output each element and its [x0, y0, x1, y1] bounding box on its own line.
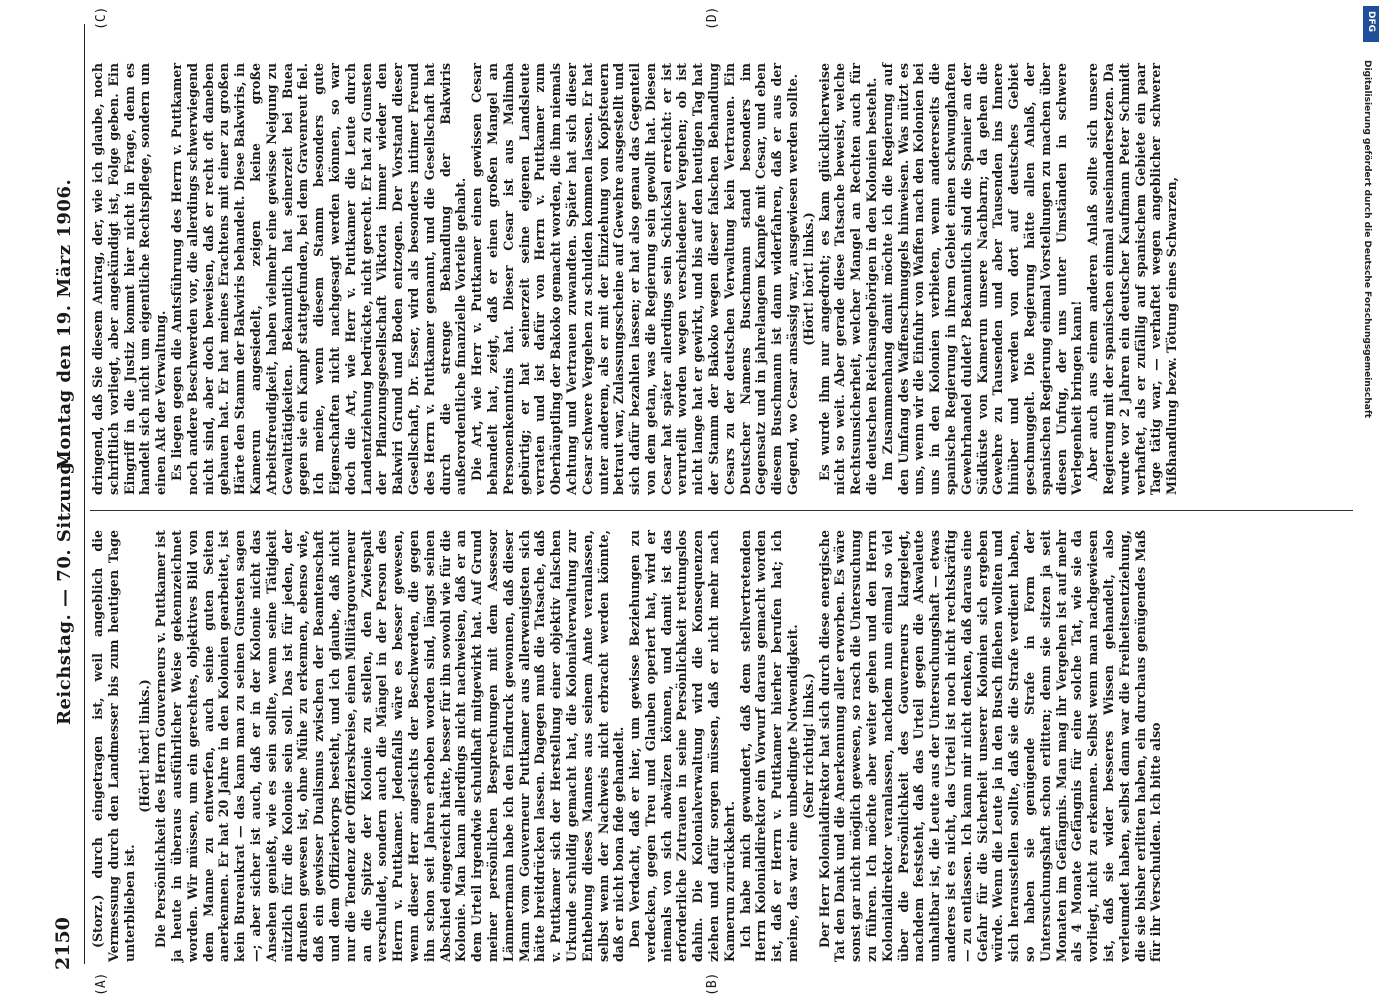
speaker-label: (Storz.)	[90, 894, 105, 948]
paragraph-text: (Hört! hört! links.)	[800, 212, 816, 346]
paragraph	[153, 530, 627, 962]
right-column	[90, 63, 1353, 495]
paragraph-text: Die Persönlichkeit des Herrn Gouverneurs v. Puttkamer ist ja heute in überaus ausführlicher Weise gekennzeichnet worden. Wir müssen, um ein gerechtes, objektives Bild von dem Manne zu entwerfen, auch seine guten Seiten anerkennen. Er hat 20 Jahre in den Kolonien gearbeitet, ist kein Bureaukrat — das kann man zu seinen Gunsten sagen —; aber sicher ist auch, daß er in der Kolonie nicht das Ansehen genießt, wie es sein sollte, wenn seine Tätigkeit nützlich für die Kolonie sein soll. Das ist für jeden, der draußen gewesen ist, ohne Mühe zu erkennen, ebenso wie, daß ein gewisser Dualismus zwischen der Beamtenschaft und dem Offizierkorps besteht, und ich glaube, daß nicht nur die Tendenz der Offizierskreise, einen Militärgouverneur an die Spitze der Kolonie zu stellen, den Zwiespalt verschuldet, sondern auch die Mängel in der Person des Herrn v. Puttkamer. Jedenfalls wäre es besser gewesen, wenn dieser Herr angesichts der Beschwerden, die gegen ihn schon seit Jahren erhoben worden sind, längst seinen Abschied eingereicht hätte, besser für ihn sowohl wie für die Kolonie. Man kann allerdings nicht nachweisen, daß er an dem Urteil irgendwie schuldhaft mitgewirkt hat. Auf Grund meiner persönlichen Besprechungen mit dem Assessor Lämmermann habe ich den Eindruck gewonnen, daß dieser Mann vom Gouverneur Puttkamer aus allerwenigsten sich hätte breitdrücken lassen. Dagegen muß die Tatsache, daß v. Puttkamer sich der Herstellung einer objektiv falschen Urkunde schuldig gemacht hat, die Kolonialverwaltung zur Enthebung dieses Mannes aus seinem Amte veranlassen, selbst wenn der Nachweis nicht erbracht werden könnte, daß er nicht bona fide gehandelt.	[153, 530, 627, 962]
paragraph	[169, 63, 469, 495]
digitization-note-text: Digitalisierung gefördert durch die Deutsche Forschungsgemeinschaft	[1362, 60, 1372, 419]
paragraph	[90, 530, 137, 962]
paragraph-text: Die Art, wie Herr v. Puttkamer einen gewissen Cesar behandelt hat, zeigt, daß er einen großen Mangel an Personenkenntnis hat. Dieser Cesar ist aus Malimba gebürtig; er hat seinerzeit seine eigenen Landsleute verraten und ist dafür von Herrn v. Puttkamer zum Oberhäuptling der Bakoko gemacht worden, die ihm niemals Achtung und Vertrauen zuwandten. Später hat sich dieser Cesar schwere Vergehen zu schulden kommen lassen. Er hat unter anderem, als er mit der Einziehung von Kopfsteuern betraut war, Zulassungsscheine auf Gewehre ausgestellt und sich dafür bezahlen lassen; er hat also genau das Gegenteil von dem getan, was die Regierung sein gewollt hat. Diesen Cesar hat später allerdings sein Schicksal erreicht: er ist verurteilt worden wegen verschiedener Vergehen; ob ist nicht lange hat er gewirkt, und bis auf den heutigen Tag hat der Stamm der Bakoko wegen dieser falschen Behandlung Cesars zu der deutschen Verwaltung kein Vertrauen. Ein Deutscher Namens Buschmann stand besonders im Gegensatz und in jahrelangem Kampfe mit Cesar, und eben diesem Buschmann ist dann widerfahren, daß er aus der Gegend, wo Cesar ansässig war, ausgewiesen werden sollte.	[469, 63, 801, 495]
paragraph	[801, 530, 817, 962]
left-column	[90, 530, 1353, 962]
running-head: Reichstag. — 70. Sitzung.	[54, 454, 75, 725]
header-rule	[84, 24, 85, 964]
margin-mark-b: (B)	[705, 972, 720, 996]
paragraph-text: Ich habe mich gewundert, daß dem stellvertretenden Herrn Kolonialdirektor ein Vorwurf daraus gemacht worden ist, daß er Herrn v. Puttkamer hierher berufen hat; ich meine, das war eine unbedingte Notwendigkeit.	[737, 530, 801, 962]
paragraph-text: (Sehr richtig! links.)	[800, 673, 816, 819]
margin-mark-c: (C)	[94, 6, 109, 30]
paragraph-text: (Hört! hört! links.)	[137, 679, 153, 813]
paragraph	[137, 530, 153, 962]
margin-mark-d: (D)	[705, 6, 720, 30]
paragraph	[817, 530, 1165, 962]
paragraph	[1085, 63, 1180, 495]
dfg-logo	[1363, 6, 1379, 42]
digitization-note	[1356, 60, 1376, 960]
paragraph	[469, 63, 801, 495]
paragraph-text: Der Herr Kolonialdirektor hat sich durch diese energische Tat den Dank und die Anerkennung aller erworben. Es wäre sonst gar nicht möglich gewesen, so rasch die Untersuchung zu führen. Ich möchte aber weiter gehen und den Herrn Kolonialdirektor veranlassen, nachdem nun einmal so viel über die Persönlichkeit des Gouverneurs klargelegt, nachdem feststeht, daß das Urteil gegen die Akwaleute unhaltbar ist, die Leute aus der Untersuchungshaft — etwas anderes ist es nicht, das Urteil ist noch nicht rechtskräftig — zu entlassen. Ich kann mir nicht denken, daß daraus eine Gefahr für die Sicherheit unserer Kolonien sich ergeben würde. Wenn die Leute ja in den Busch fliehen wollten und sich herausstellen sollte, daß sie die Strafe verdient haben, so haben sie genügende Strafe in Form der Untersuchungshaft schon erlitten; denn sie sitzen ja seit Monaten im Gefängnis. Man mag ihr Vergehen ist auf mehr als 4 Monate Gefängnis für eine solche Tat, wie sie da vorliegt, nicht zu erkennen. Selbst wenn man nachgewiesen ist, daß sie wider besseres Wissen gehandelt, also verleumdet haben, selbst dann war die Freiheitsentziehung, die sie bisher erlitten haben, ein durchaus genügendes Maß für ihr Verschulden. Ich bitte also	[816, 530, 1164, 962]
paragraph	[817, 63, 880, 495]
paragraph	[627, 530, 738, 962]
page-number: 2150	[52, 917, 74, 970]
paragraph-text: Es liegen gegen die Amtsführung des Herrn v. Puttkamer noch andere Beschwerden vor, die allerdings schwerwiegend nicht sind, aber doch beweisen, daß er recht oft daneben gehauen hat. Er hat meines Erachtens mit einer zu großen Härte den Stamm der Bakwiris behandelt. Diese Bakwiris, in Kamerun angesiedelt, zeigen keine große Arbeitsfreudigkeit, haben vielmehr eine gewisse Neigung zu Gewalttätigkeiten. Bekanntlich hat seinerzeit bei Buea gegen sie ein Kampf stattgefunden, bei dem Gravenreut fiel. Ich meine, wenn diesem Stamm besonders gute Eigenschaften nicht nachgesagt werden können, so war doch die Art, wie Herr v. Puttkamer die Leute durch Landentziehung bedrückte, nicht gerecht. Er hat zu Gunsten der Pflanzungsgesellschaft Viktoria immer wieder den Bakwiri Grund und Boden entzogen. Der Vorstand dieser Gesellschaft, Dr. Esser, wird als besonders intimer Freund des Herrn v. Puttkamer genannt, und die Gesellschaft hat durch die strenge Behandlung der Bakwiris außerordentliche finanzielle Vorteile gehabt.	[168, 63, 469, 495]
paragraph-text: dringend, daß Sie diesem Antrag, der, wie ich glaube, noch schriftlich vorliegt, aber angekündigt ist, Folge geben. Ein Eingriff in die Justiz kommt hier nicht in Frage, denn es handelt sich nicht um eigentliche Rechtspflege, sondern um einen Akt der Verwaltung.	[90, 63, 169, 495]
paragraph-text: Den Verdacht, daß er hier, um gewisse Beziehungen zu verdecken, gegen Treu und Glauben operiert hat, wird er niemals von sich abwälzen können, und damit ist das erforderliche Zutrauen in seine Persönlichkeit rettungslos dahin. Die Kolonialverwaltung wird die Konsequenzen ziehen und dafür sorgen müssen, daß er nicht mehr nach Kamerun zurückkehrt.	[627, 530, 737, 962]
session-date: Montag den 19. März 1906.	[54, 178, 75, 470]
paragraph	[880, 63, 1085, 495]
column-divider	[90, 510, 1353, 511]
paragraph	[801, 63, 817, 495]
paragraph	[90, 63, 169, 495]
paragraph-text: Aber auch aus einem anderen Anlaß sollte sich unsere Regierung mit der spanischen einmal auseinandersetzen. Da wurde vor 2 Jahren ein deutscher Kaufmann Peter Schmidt verhaftet, als er zufällig auf spanischem Gebiete ein paar Tage tätig war, — verhaftet wegen angeblicher schwerer Mißhandlung bezw. Tötung eines Schwarzen,	[1085, 63, 1180, 495]
paragraph	[738, 530, 801, 962]
paragraph-text: Im Zusammenhang damit möchte ich die Regierung auf den Umfang des Waffenschmuggels hinweisen. Was nützt es uns, wenn wir die Einfuhr von Waffen nach den Kolonien bei uns in den Kolonien verbieten, wenn andererseits die spanische Regierung in ihrem Gebiet einen schwunghaften Gewehrhandel duldet? Bekanntlich sind die Spanier an der Südküste von Kamerun unsere Nachbarn; da gehen die Gewehre zu Tausenden und aber Tausenden ins Innere hinüber und werden von dort auf deutsches Gebiet geschmuggelt. Die Regierung hätte allen Anlaß, der spanischen Regierung einmal Vorstellungen zu machen über diesen Unfug, der uns unter Umständen in schwere Verlegenheit bringen kann!	[879, 63, 1085, 495]
margin-mark-a: (A)	[94, 972, 109, 996]
dfg-logo-text: DFG	[1366, 11, 1376, 33]
paragraph-text: durch eingetragen ist, weil angeblich die Vermessung durch den Landmesser bis zum heutigen Tage unterblieben ist.	[90, 530, 137, 962]
paragraph-text: Es wurde ihm nur angedroht; es kam glücklicherweise nicht so weit. Aber gerade diese Tatsache beweist, welche Rechtsunsicherheit, welcher Mangel an Rechten auch für die deutschen Reichsangehörigen in den Kolonien besteht.	[816, 63, 880, 495]
page-header	[52, 30, 82, 970]
